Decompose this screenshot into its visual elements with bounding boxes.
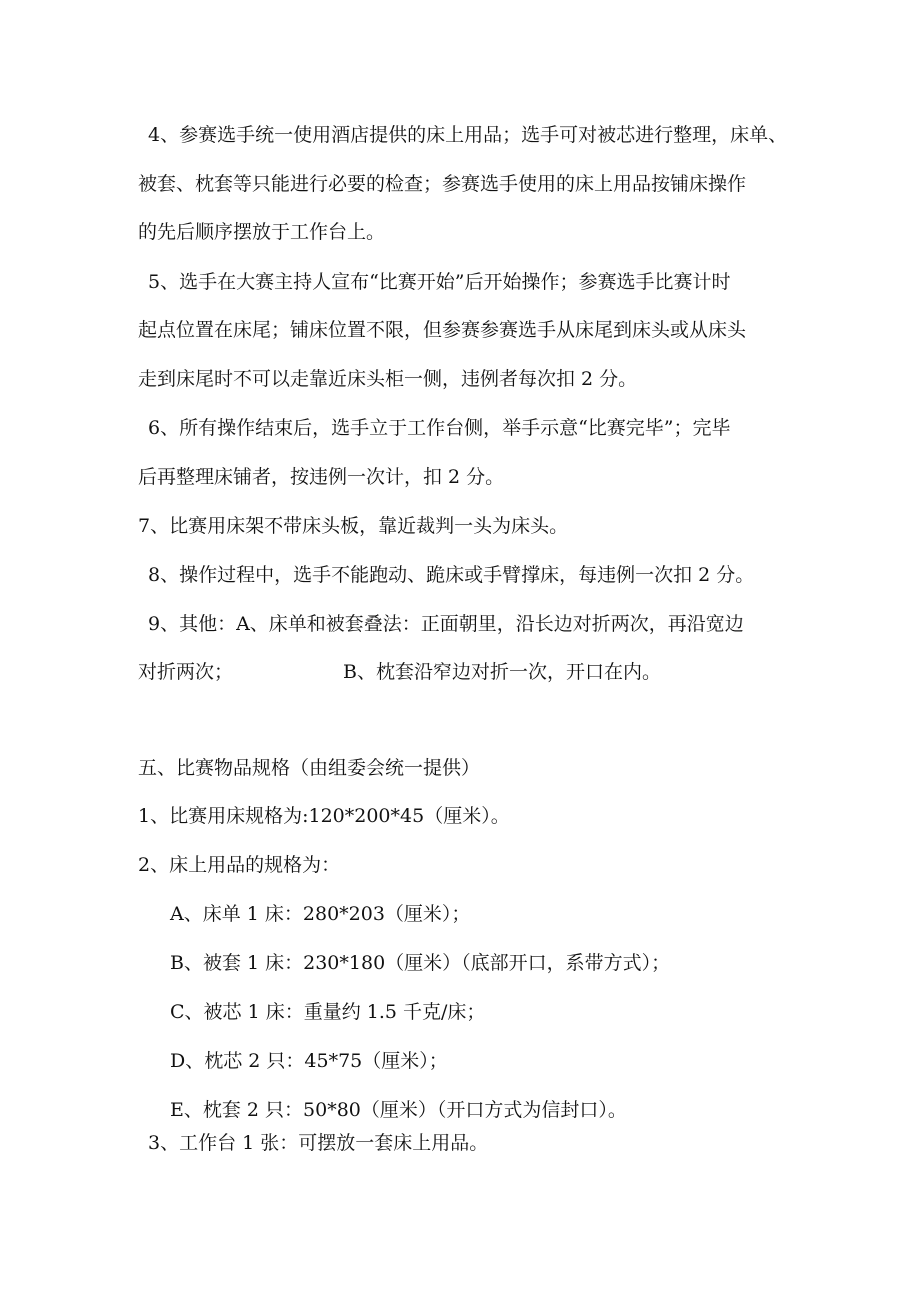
rule-9-fold-a-end: 对折两次； xyxy=(138,661,234,683)
bedding-item-duvet-cover: B、被套 1 床：230*180（厘米）（底部开口，系带方式）； xyxy=(170,952,671,974)
rule-9-fold-b: B、枕套沿窄边对折一次，开口在内。 xyxy=(343,661,661,683)
bedding-item-sheet: A、床单 1 床：280*203（厘米）； xyxy=(170,903,471,925)
bedding-item-pillow: D、枕芯 2 只：45*75（厘米）； xyxy=(170,1050,448,1072)
rule-5-line-1: 5、选手在大赛主持人宣布“比赛开始”后开始操作；参赛选手比赛计时 xyxy=(148,271,731,293)
rule-6-line-2: 后再整理床铺者，按违例一次计，扣 2 分。 xyxy=(138,466,505,488)
spec-3-workbench: 3、工作台 1 张：可摆放一套床上用品。 xyxy=(148,1132,489,1154)
rule-8-line-1: 8、操作过程中，选手不能跑动、跪床或手臂撑床，每违例一次扣 2 分。 xyxy=(148,564,755,586)
rule-9-line-2 xyxy=(138,660,661,684)
rule-5-line-3: 走到床尾时不可以走靠近床头柜一侧，违例者每次扣 2 分。 xyxy=(138,368,638,390)
rule-6-line-1: 6、所有操作结束后，选手立于工作台侧，举手示意“比赛完毕”；完毕 xyxy=(148,417,731,439)
rule-7-line-1: 7、比赛用床架不带床头板，靠近裁判一头为床头。 xyxy=(138,515,569,537)
spec-1-bed-size: 1、比赛用床规格为:120*200*45（厘米）。 xyxy=(138,805,510,827)
rule-5-line-2: 起点位置在床尾；铺床位置不限，但参赛参赛选手从床尾到床头或从床头 xyxy=(138,319,747,341)
bedding-item-duvet: C、被芯 1 床：重量约 1.5 千克/床； xyxy=(170,1001,486,1023)
rule-9-line-1: 9、其他：A、床单和被套叠法：正面朝里，沿长边对折两次，再沿宽边 xyxy=(148,613,744,635)
rule-4-line-2: 被套、枕套等只能进行必要的检查；参赛选手使用的床上用品按铺床操作 xyxy=(138,173,747,195)
section-heading: 五、比赛物品规格（由组委会统一提供） xyxy=(138,757,481,779)
rule-4-line-1: 4、参赛选手统一使用酒店提供的床上用品；选手可对被芯进行整理，床单、 xyxy=(148,124,788,146)
spec-2-bedding-title: 2、床上用品的规格为： xyxy=(138,854,341,876)
bedding-item-pillowcase: E、枕套 2 只：50*80（厘米）（开口方式为信封口）。 xyxy=(170,1099,627,1121)
rule-4-line-3: 的先后顺序摆放于工作台上。 xyxy=(138,221,386,243)
